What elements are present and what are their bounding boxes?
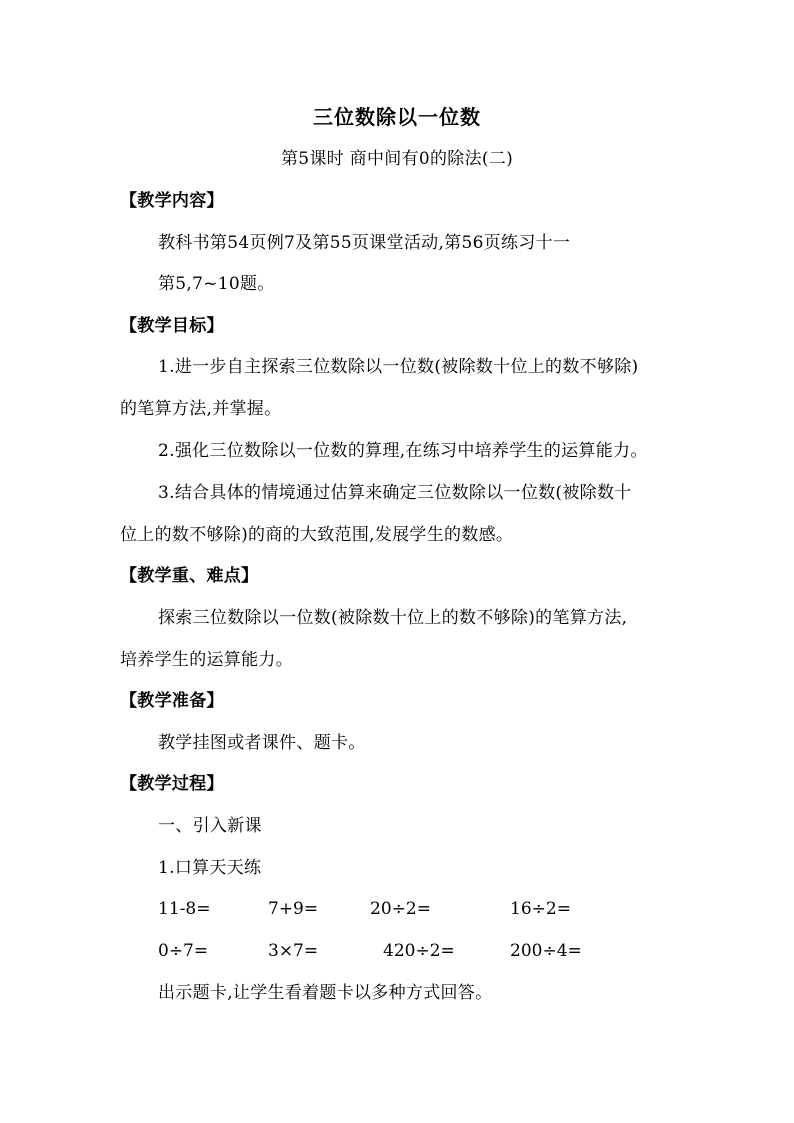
process-line-2: 1.口算天天练 <box>158 858 262 878</box>
goals-line-1: 1.进一步自主探索三位数除以一位数(被除数十位上的数不够除) <box>158 357 639 377</box>
section-heading-content: 【教学内容】 <box>120 191 224 211</box>
document-title: 三位数除以一位数 <box>313 105 481 129</box>
section-heading-preparation: 【教学准备】 <box>120 691 224 711</box>
equation: 7+9= <box>268 899 319 919</box>
section-heading-goals: 【教学目标】 <box>120 316 224 336</box>
goals-line-4: 3.结合具体的情境通过估算来确定三位数除以一位数(被除数十 <box>158 483 632 503</box>
section-heading-key-points: 【教学重、难点】 <box>120 566 259 586</box>
section-heading-process: 【教学过程】 <box>120 774 224 794</box>
goals-line-5: 位上的数不够除)的商的大致范围,发展学生的数感。 <box>120 525 514 545</box>
lesson-subtitle: 第5课时 商中间有0的除法(二) <box>280 149 514 169</box>
equation: 3×7= <box>268 941 319 961</box>
content-line-1: 教科书第54页例7及第55页课堂活动,第56页练习十一 <box>158 233 571 253</box>
goals-line-2: 的笔算方法,并掌握。 <box>120 399 282 419</box>
preparation-line-1: 教学挂图或者课件、题卡。 <box>158 733 366 753</box>
content-line-2: 第5,7~10题。 <box>158 274 275 294</box>
equation: 20÷2= <box>370 899 431 919</box>
process-line-1: 一、引入新课 <box>158 816 262 836</box>
key-points-line-1: 探索三位数除以一位数(被除数十位上的数不够除)的笔算方法, <box>158 608 628 628</box>
equation: 11-8= <box>158 899 211 919</box>
equation: 16÷2= <box>510 899 571 919</box>
process-closing-line: 出示题卡,让学生看着题卡以多种方式回答。 <box>158 983 493 1003</box>
equation: 420÷2= <box>383 941 455 961</box>
equation: 200÷4= <box>510 941 582 961</box>
equation: 0÷7= <box>158 941 209 961</box>
key-points-line-2: 培养学生的运算能力。 <box>120 650 293 670</box>
goals-line-3: 2.强化三位数除以一位数的算理,在练习中培养学生的运算能力。 <box>158 441 648 461</box>
